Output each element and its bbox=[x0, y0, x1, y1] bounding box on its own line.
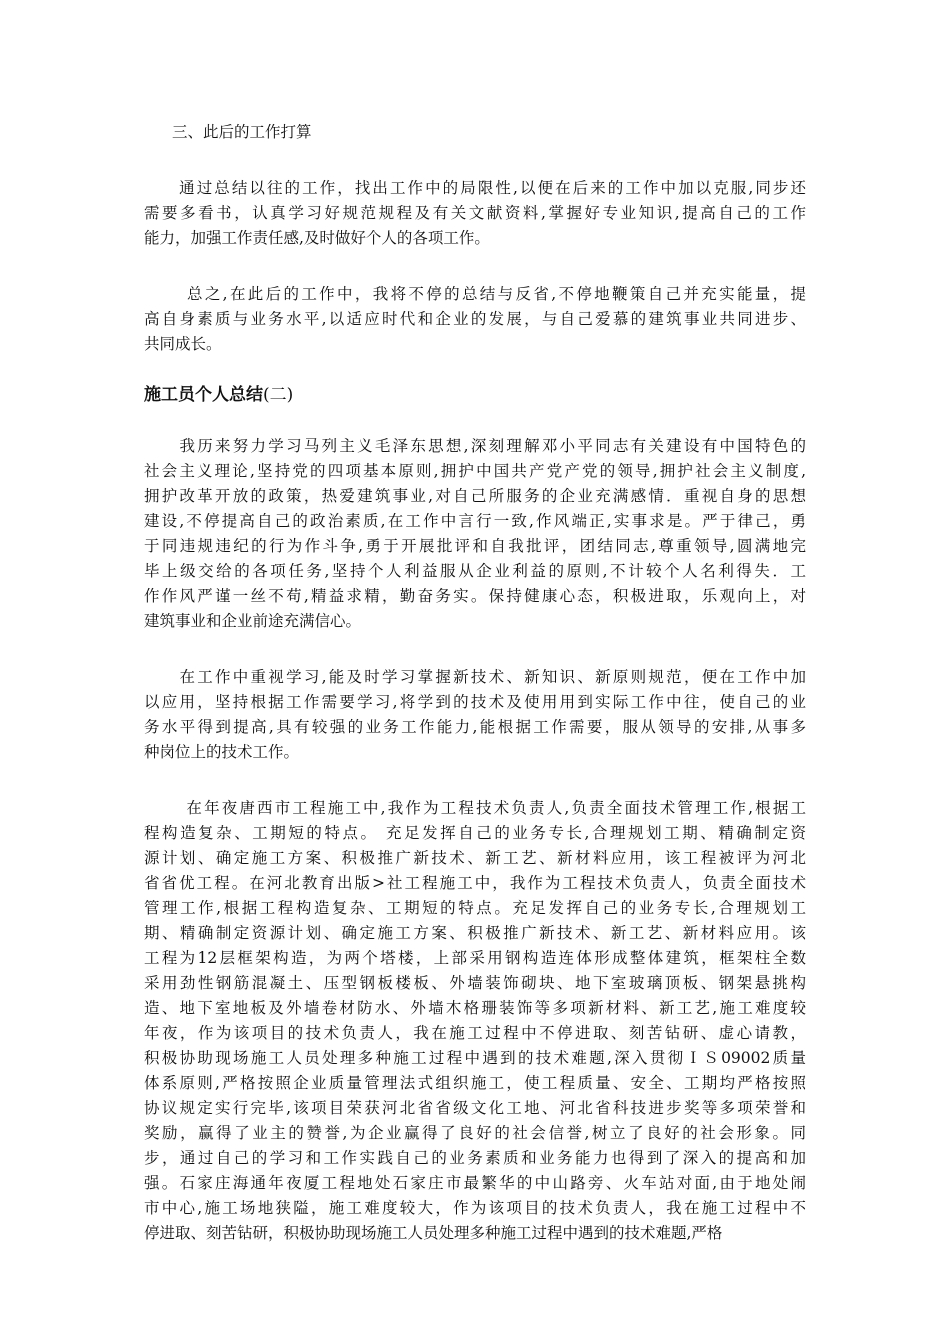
paragraph bbox=[144, 434, 806, 634]
text-line: 能力，加强工作责任感,及时做好个人的各项工作。 bbox=[144, 229, 490, 247]
text-line: 拥护改革开放的政策，热爱建筑事业,对自己所服务的企业充满感情．重视自身的思想 bbox=[144, 487, 806, 505]
text-line: 年夜，作为该项目的技术负责人，我在施工过程中不停进取、刻苦钻研、虚心请教， bbox=[144, 1024, 806, 1042]
text-line: 源计划、确定施工方案、积极推广新技术、新工艺、新材料应用，该工程被评为河北 bbox=[144, 849, 806, 867]
text-line: 体系原则,严格按照企业质量管理法式组织施工，使工程质量、安全、工期均严格按照 bbox=[144, 1074, 806, 1092]
text-line: 需要多看书，认真学习好规范规程及有关文献资料,掌握好专业知识,提高自己的工作 bbox=[144, 204, 806, 222]
part1-paragraphs bbox=[144, 176, 806, 357]
text-line: 在年夜唐西市工程施工中,我作为工程技术负责人,负责全面技术管理工作,根据工 bbox=[144, 799, 806, 817]
text-line: 强。石家庄海通年夜厦工程地处石家庄市最繁华的中山路旁、火车站对面,由于地处闹 bbox=[144, 1174, 806, 1192]
paragraph bbox=[144, 282, 806, 357]
text-line: 毕上级交给的各项任务,坚持个人利益服从企业利益的原则,不计较个人名利得失．工 bbox=[144, 562, 806, 580]
text-line: 务水平得到提高,具有较强的业务工作能力,能根据工作需要，服从领导的安排,从事多 bbox=[144, 718, 806, 736]
text-line: 于同违规违纪的行为作斗争,勇于开展批评和自我批评，团结同志,尊重领导,圆满地完 bbox=[144, 537, 806, 555]
text-line: 省省优工程。在河北教育出版>社工程施工中，我作为工程技术负责人，负责全面技术 bbox=[144, 874, 806, 892]
text-line: 通过总结以往的工作，找出工作中的局限性,以便在后来的工作中加以克服,同步还 bbox=[144, 179, 806, 197]
text-line: 奖励，赢得了业主的赞誉,为企业赢得了良好的社会信誉,树立了良好的社会形象。同 bbox=[144, 1124, 806, 1142]
text-line: 种岗位上的技术工作。 bbox=[144, 743, 300, 761]
text-line: 总之,在此后的工作中，我将不停的总结与反省,不停地鞭策自己并充实能量，提 bbox=[144, 285, 806, 303]
text-line: 共同成长。 bbox=[144, 335, 222, 353]
text-line: 工程为12层框架构造，为两个塔楼，上部采用钢构造连体形成整体建筑，框架柱全数 bbox=[144, 949, 806, 967]
paragraph bbox=[144, 665, 806, 765]
text-line: 积极协助现场施工人员处理多种施工过程中遇到的技术难题,深入贯彻ＩＳ09002质量 bbox=[144, 1049, 806, 1067]
text-line: 高自身素质与业务水平,以适应时代和企业的发展，与自己爱慕的建筑事业共同进步、 bbox=[144, 310, 806, 328]
text-line: 建设,不停提高自己的政治素质,在工作中言行一致,作风端正,实事求是。严于律己，勇 bbox=[144, 512, 806, 530]
text-line: 造、地下室地板及外墙卷材防水、外墙木格珊装饰等多项新材料、新工艺,施工难度较 bbox=[144, 999, 806, 1017]
text-line: 市中心,施工场地狭隘，施工难度较大，作为该项目的技术负责人，我在施工过程中不 bbox=[144, 1199, 806, 1217]
text-line: 程构造复杂、工期短的特点。 充足发挥自己的业务专长,合理规划工期、精确制定资 bbox=[144, 824, 806, 842]
text-line: 协议规定实行完毕,该项目荣获河北省省级文化工地、河北省科技进步奖等多项荣誉和 bbox=[144, 1099, 806, 1117]
text-line: 采用劲性钢筋混凝土、压型钢板楼板、外墙装饰砌块、地下室玻璃顶板、钢架悬挑构 bbox=[144, 974, 806, 992]
text-line: 期、精确制定资源计划、确定施工方案、积极推广新技术、新工艺、新材料应用。该 bbox=[144, 924, 806, 942]
section-heading: 三、此后的工作打算 bbox=[172, 123, 312, 141]
text-line: 社会主义理论,坚持党的四项基本原则,拥护中国共产党产党的领导,拥护社会主义制度, bbox=[144, 462, 806, 480]
title-suffix: (二) bbox=[263, 385, 294, 405]
text-line: 以应用，坚持根据工作需要学习,将学到的技术及使用用到实际工作中往，使自己的业 bbox=[144, 693, 806, 711]
paragraph bbox=[144, 176, 806, 251]
text-line: 我历来努力学习马列主义毛泽东思想,深刻理解邓小平同志有关建设有中国特色的 bbox=[144, 437, 806, 455]
text-line: 建筑事业和企业前途充满信心。 bbox=[144, 612, 362, 630]
document-title bbox=[144, 382, 806, 408]
title-main: 施工员个人总结 bbox=[144, 385, 263, 405]
text-line: 停进取、刻苦钻研，积极协助现场施工人员处理多种施工过程中遇到的技术难题,严格 bbox=[144, 1224, 723, 1242]
document-page bbox=[144, 120, 806, 1246]
text-line: 在工作中重视学习,能及时学习掌握新技术、新知识、新原则规范，便在工作中加 bbox=[144, 668, 806, 686]
text-line: 作作风严谨一丝不苟,精益求精，勤奋务实。保持健康心态，积极进取，乐观向上，对 bbox=[144, 587, 806, 605]
text-line: 管理工作,根据工程构造复杂、工期短的特点。充足发挥自己的业务专长,合理规划工 bbox=[144, 899, 806, 917]
paragraph bbox=[144, 796, 806, 1246]
part2-paragraphs bbox=[144, 434, 806, 1246]
text-line: 步，通过自己的学习和工作实践自己的业务素质和业务能力也得到了深入的提高和加 bbox=[144, 1149, 806, 1167]
